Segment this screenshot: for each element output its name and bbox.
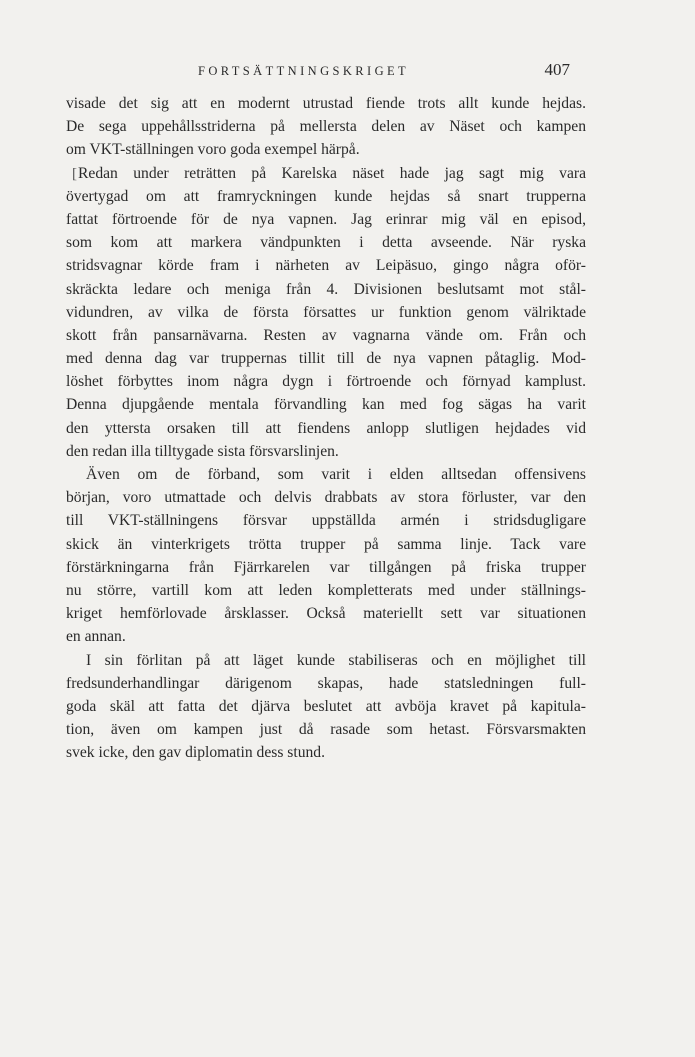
- text-line: en annan.: [66, 628, 126, 646]
- text-line: skott från pansarnävarna. Resten av vagnarna vände om. Från och: [66, 326, 586, 344]
- text-line: fredsunderhandlingar därigenom skapas, hade statsledningen full-: [66, 674, 586, 692]
- text-line: skräckta ledare och meniga från 4. Divisionen beslutsamt mot stål-: [66, 280, 586, 298]
- text-line: nu större, vartill kom att leden kompletterats med under ställnings-: [66, 581, 586, 599]
- text-line: [66, 162, 586, 185]
- text-line: Även om de förband, som varit i elden alltsedan offensivens: [86, 466, 586, 483]
- text-line-content: Redan under reträtten på Karelska näset hade jag sagt mig vara: [78, 164, 586, 182]
- text-line: övertygad om att framryckningen kunde hejdas så snart trupperna: [66, 187, 586, 205]
- text-line: början, voro utmattade och delvis drabbats av stora förluster, var den: [66, 489, 586, 507]
- text-line: vidundren, av vilka de första försattes ur funktion genom välriktade: [66, 303, 586, 321]
- text-line: den redan illa tilltygade sista försvarslinjen.: [66, 442, 339, 460]
- text-line: fattat förtroende för de nya vapnen. Jag erinrar mig väl en episod,: [66, 210, 586, 228]
- margin-mark: [: [72, 165, 77, 182]
- text-line: Denna djupgående mentala förvandling kan med fog sägas ha varit: [66, 396, 586, 414]
- text-line: goda skäl att fatta det djärva beslutet att avböja kravet på kapitula-: [66, 697, 586, 715]
- text-line: skick än vinterkrigets trötta trupper på samma linje. Tack vare: [66, 535, 586, 553]
- running-header: [198, 60, 570, 86]
- text-line: kriget hemförlovade årsklasser. Också materiellt sett var situationen: [66, 605, 586, 623]
- text-line: förstärkningarna från Fjärrkarelen var tillgången på friska trupper: [66, 558, 586, 576]
- text-line: till VKT-ställningens försvar uppställda armén i stridsdugligare: [66, 512, 586, 530]
- body-text: [66, 92, 586, 764]
- text-line: som kom att markera vändpunkten i detta avseende. När ryska: [66, 234, 586, 252]
- text-line: De sega uppehållsstriderna på mellersta delen av Näset och kampen: [66, 118, 586, 136]
- text-line: tion, även om kampen just då rasade som hetast. Försvarsmakten: [66, 721, 586, 739]
- running-title: FORTSÄTTNINGSKRIGET: [198, 64, 410, 78]
- text-line: löshet förbyttes inom några dygn i förtroende och förnyad kamplust.: [66, 373, 586, 391]
- text-line: svek icke, den gav diplomatin dess stund.: [66, 744, 325, 762]
- text-line: I sin förlitan på att läget kunde stabiliseras och en möjlighet till: [86, 651, 586, 669]
- text-line: visade det sig att en modernt utrustad fiende trots allt kunde hejdas.: [66, 95, 586, 112]
- text-line: den yttersta orsaken till att fiendens anlopp slutligen hejdades vid: [66, 419, 586, 437]
- text-line: med denna dag var truppernas tillit till de nya vapnen påtaglig. Mod-: [66, 350, 586, 368]
- text-line: stridsvagnar körde fram i närheten av Leipäsuo, gingo några oför-: [66, 257, 586, 275]
- page-number: 407: [544, 60, 570, 79]
- text-line: om VKT-ställningen voro goda exempel härpå.: [66, 141, 360, 159]
